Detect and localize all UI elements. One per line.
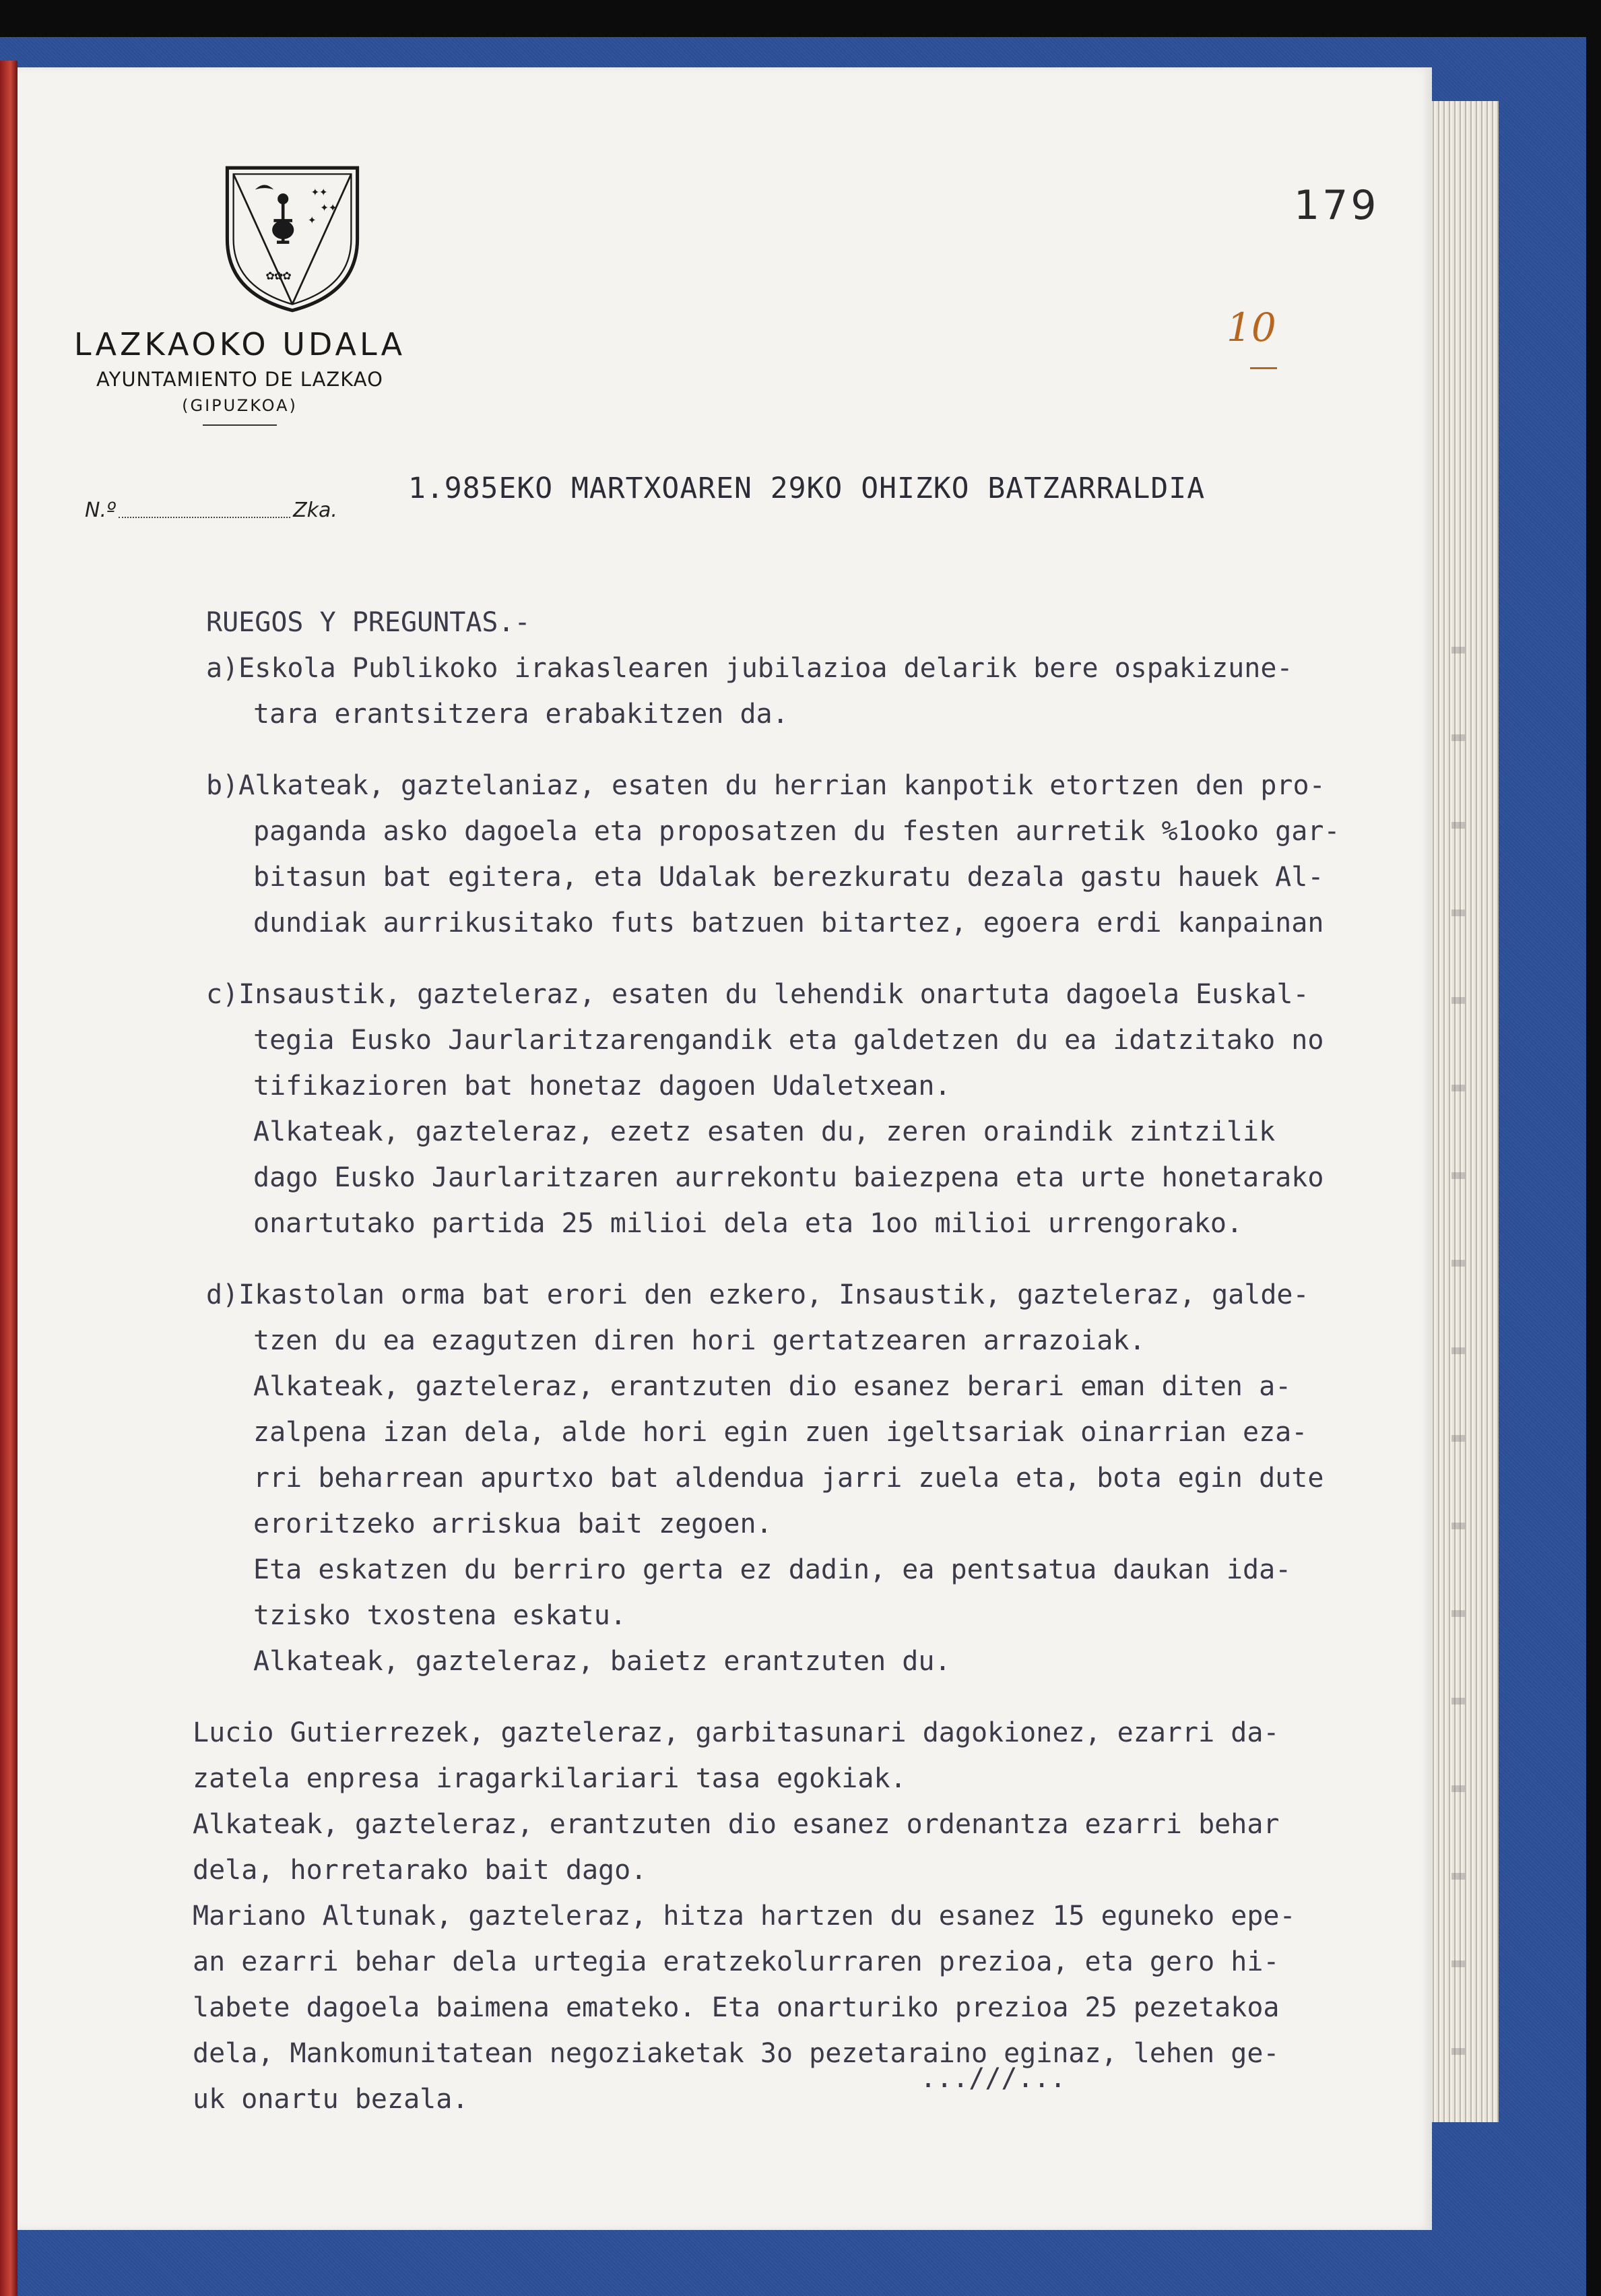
item-line: bitasun bat egitera, eta Udalak berezkuratu dezala gastu hauek Al-	[253, 862, 1324, 893]
svg-text:✦✦: ✦✦	[319, 198, 337, 215]
paragraph-line: dela, Mankomunitatean negoziaketak 3o pezetaraino eginaz, lehen ge-	[193, 2038, 1280, 2069]
item-d	[206, 1272, 1466, 1684]
item-line	[206, 971, 1466, 1017]
handwritten-underline	[1250, 367, 1277, 369]
item-label: c)	[206, 979, 239, 1010]
document-body	[193, 600, 1466, 2148]
paragraph-line: dela, horretarako bait dago.	[193, 1855, 647, 1886]
item-label: d)	[206, 1279, 239, 1310]
item-line: Eta eskatzen du berriro gerta ez dadin, ea pentsatua daukan ida-	[253, 1554, 1292, 1585]
document-heading: 1.985EKO MARTXOAREN 29KO OHIZKO BATZARRALDIA	[408, 472, 1206, 505]
paragraph-line: labete dagoela baimena emateko. Eta onarturiko prezioa 25 pezetakoa	[193, 1992, 1280, 2023]
item-text: Insaustik, gazteleraz, esaten du lehendik onartuta dagoela Euskal-	[238, 979, 1309, 1010]
continuation-mark: ...///...	[920, 2063, 1066, 2094]
item-a	[206, 645, 1466, 737]
svg-text:✦✦: ✦✦	[311, 183, 328, 199]
svg-text:✦: ✦	[307, 211, 316, 227]
item-line: dago Eusko Jaurlaritzaren aurrekontu baiezpena eta urte honetarako	[253, 1162, 1324, 1193]
page-edge-marks	[1451, 606, 1465, 2088]
item-line: dundiak aurrikusitako futs batzuen bitartez, egoera erdi kanpainan	[253, 907, 1324, 938]
item-b	[206, 763, 1466, 946]
item-c	[206, 971, 1466, 1246]
institution-name: LAZKAOKO UDALA	[73, 326, 406, 362]
paragraph-line: uk onartu bezala.	[193, 2084, 469, 2115]
number-prefix: N.º	[85, 499, 117, 522]
coat-of-arms-icon	[215, 162, 370, 317]
item-line	[206, 763, 1466, 808]
item-line: tegia Eusko Jaurlaritzarengandik eta galdetzen du ea idatzitako no	[253, 1025, 1324, 1056]
item-text: Alkateak, gaztelaniaz, esaten du herrian kanpotik etortzen den pro-	[238, 770, 1326, 801]
item-line: Alkateak, gazteleraz, baietz erantzuten du.	[253, 1646, 951, 1677]
letterhead-rule	[203, 424, 277, 426]
number-suffix: Zka.	[293, 499, 337, 522]
letterhead	[58, 162, 422, 426]
item-line: tzisko txostena eskatu.	[253, 1600, 626, 1631]
final-paragraph	[193, 1710, 1466, 2122]
paragraph-line: an ezarri behar dela urtegia eratzekolurraren prezioa, eta gero hi-	[193, 1946, 1280, 1977]
paragraph-line: Alkateak, gazteleraz, erantzuten dio esanez ordenantza ezarri behar	[193, 1809, 1280, 1840]
item-line: Alkateak, gazteleraz, erantzuten dio esanez berari eman diten a-	[253, 1371, 1292, 1402]
institution-subtitle: AYUNTAMIENTO DE LAZKAO	[96, 368, 383, 391]
paragraph-line: Mariano Altunak, gazteleraz, hitza hartzen du esanez 15 eguneko epe-	[193, 1901, 1296, 1932]
item-line: paganda asko dagoela eta proposatzen du festen aurretik %1ooko gar-	[253, 816, 1340, 847]
paragraph-line: zatela enpresa iragarkilariari tasa egokiak.	[193, 1763, 907, 1794]
svg-text:✿✿✿: ✿✿✿	[265, 266, 291, 283]
paragraph-line: Lucio Gutierrezek, gazteleraz, garbitasunari dagokionez, ezarri da-	[193, 1717, 1280, 1748]
reference-number-field	[85, 499, 337, 522]
item-line: Alkateak, gazteleraz, ezetz esaten du, zeren oraindik zintzilik	[253, 1116, 1276, 1147]
item-label: b)	[206, 770, 239, 801]
number-blank	[119, 517, 290, 518]
binder-spine	[0, 61, 18, 2296]
item-line: tifikazioren bat honetaz dagoen Udaletxean.	[253, 1071, 951, 1102]
item-line	[206, 1272, 1466, 1318]
item-line: tara erantsitzera erabakitzen da.	[253, 699, 789, 730]
handwritten-mark: 10	[1227, 305, 1276, 350]
item-text: Eskola Publikoko irakaslearen jubilazioa delarik bere ospakizune-	[238, 653, 1293, 684]
item-label: a)	[206, 653, 239, 684]
item-line: rri beharrean apurtxo bat aldendua jarri zuela eta, bota egin dute	[253, 1463, 1324, 1494]
folio-number: 179	[1294, 182, 1379, 229]
section-title-text: RUEGOS Y PREGUNTAS.-	[206, 607, 531, 638]
item-line	[206, 645, 1466, 691]
item-line: zalpena izan dela, alde hori egin zuen igeltsariak oinarrian eza-	[253, 1417, 1308, 1448]
section-title	[206, 600, 1466, 645]
document-page	[18, 67, 1432, 2230]
item-line: onartutako partida 25 milioi dela eta 1oo milioi urrengorako.	[253, 1208, 1243, 1239]
item-line: tzen du ea ezagutzen diren hori gertatzearen arrazoiak.	[253, 1325, 1146, 1356]
institution-province: (GIPUZKOA)	[182, 396, 298, 415]
item-text: Ikastolan orma bat erori den ezkero, Insaustik, gazteleraz, galde-	[238, 1279, 1309, 1310]
item-line: eroritzeko arriskua bait zegoen.	[253, 1508, 773, 1539]
